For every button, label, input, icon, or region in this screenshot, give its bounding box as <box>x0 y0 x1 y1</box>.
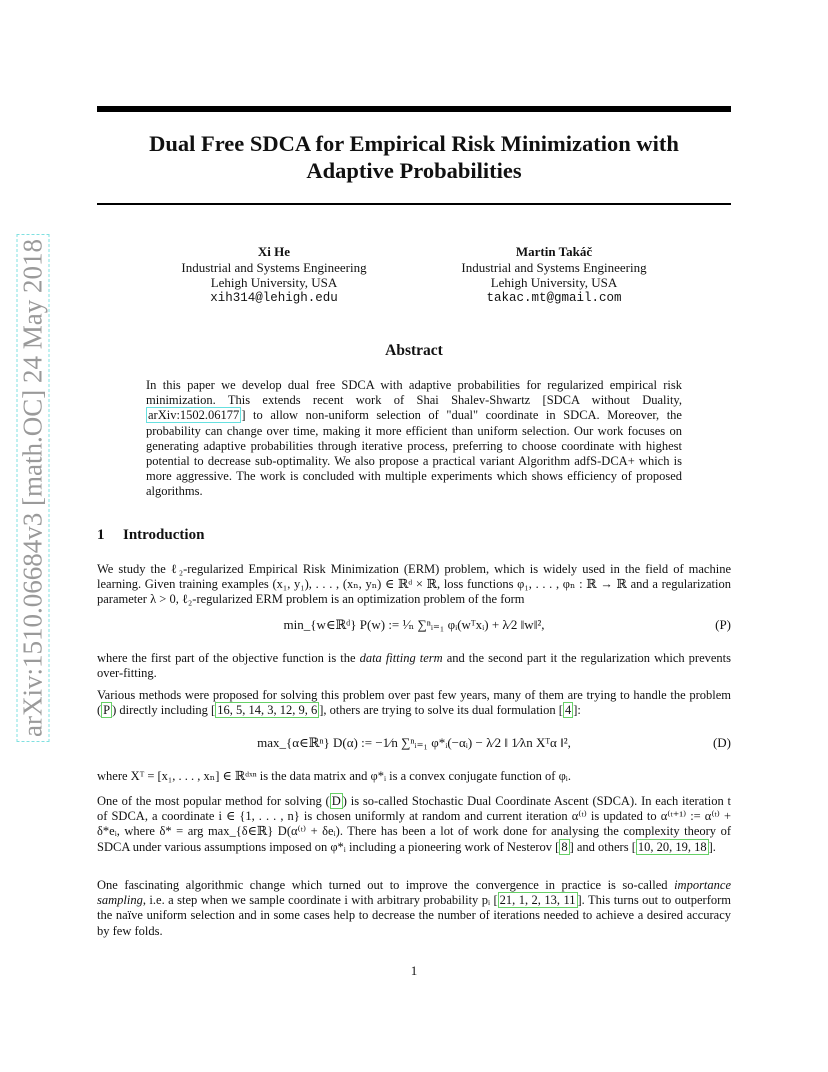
equation-ref-link[interactable]: D <box>331 794 341 808</box>
text-part: ]. This turns out to outperform the naïve uniform selection and in some cases help to decrease the number of iterations needed to achieve a desired accuracy by few folds. <box>97 893 731 938</box>
author-email[interactable]: xih314@lehigh.edu <box>210 290 338 305</box>
section-title: Introduction <box>123 527 205 543</box>
title-line-2: Adaptive Probabilities <box>306 158 522 183</box>
abstract-text <box>146 378 682 500</box>
author-univ: Lehigh University, USA <box>210 275 338 290</box>
intro-paragraph-1: We study the ℓ₂-regularized Empirical Risk Minimization (ERM) problem, which is widely used in the field of machine learning. Given training examples (x₁, y₁), . . . , (xₙ, yₙ) ∈ ℝᵈ × ℝ, loss functions φ₁, . . . , φₙ : ℝ → ℝ and a regularization parameter λ > 0, ℓ₂-regularized ERM problem is an optimization problem of the form <box>97 562 731 607</box>
abstract-heading: Abstract <box>385 342 443 359</box>
intro-paragraph-2 <box>97 651 731 681</box>
text-part: ]: <box>573 703 581 718</box>
equation-ref-link[interactable]: P <box>103 703 111 718</box>
text-part: One of the most popular method for solving ( <box>97 794 330 808</box>
author-name: Xi He <box>257 244 291 259</box>
author-email[interactable]: takac.mt@gmail.com <box>486 290 622 305</box>
intro-paragraph-3 <box>97 688 731 718</box>
abstract-part: In this paper we develop dual free SDCA with adaptive probabilities for regularized empirical risk minimization. This extends recent work of Shai Shalev-Shwartz [SDCA without Duality, <box>146 378 682 408</box>
author-name: Martin Takáč <box>515 244 593 259</box>
equation-tag: (P) <box>715 617 731 632</box>
intro-paragraph-4: where Xᵀ = [x₁, . . . , xₙ] ∈ ℝᵈˣⁿ is the data matrix and φ*ᵢ is a convex conjugate function of φᵢ. <box>97 769 571 783</box>
citation-link[interactable]: 4 <box>564 703 572 718</box>
citation-link[interactable]: 10, 20, 19, 18 <box>637 839 707 854</box>
page-number: 1 <box>410 963 418 978</box>
arxiv-id[interactable]: arXiv:1510.06684v3 [math.OC] 24 May 2018 <box>17 234 50 742</box>
equation-body: min_{w∈ℝᵈ} P(w) := ¹⁄ₙ ∑ⁿᵢ₌₁ φᵢ(wᵀxᵢ) + λ⁄2 ‖w‖², <box>283 617 545 632</box>
citation-link[interactable]: 8 <box>561 839 568 854</box>
equation-tag: (D) <box>712 735 731 750</box>
author-dept: Industrial and Systems Engineering <box>181 259 367 275</box>
text-part: ]. <box>708 839 716 854</box>
text-part: ], others are trying to solve its dual formulation [ <box>319 703 563 718</box>
citation-link[interactable]: 16, 5, 14, 3, 12, 9, 6 <box>217 703 318 718</box>
text-part: ) directly including [ <box>112 703 216 718</box>
text-part: where the first part of the objective function is the <box>97 651 360 665</box>
arxiv-stamp <box>18 228 48 748</box>
paper-title <box>97 130 731 184</box>
author-univ: Lehigh University, USA <box>490 275 618 290</box>
text-part: ) is so-called Stochastic Dual Coordinate Ascent (SDCA). In each iteration t of SDCA, a coordinate i ∈ {1, . . . , n} is chosen uniformly at random and current iteration α⁽ᵗ⁾ is updated to α⁽ᵗ⁺¹⁾ := α⁽ᵗ⁾ + δ*eᵢ, where δ* = arg max_{δ∈ℝ} D(α⁽ᵗ⁾ + δeᵢ). There has been a lot of work done for analysing the complexity theory of SDCA under various assumptions imposed on φ*ᵢ including a pioneering work of Nesterov [ <box>97 794 731 854</box>
title-rule-top <box>97 106 731 112</box>
author-block <box>159 244 389 306</box>
equation-body: max_{α∈ℝⁿ} D(α) := −1⁄n ∑ⁿᵢ₌₁ φ*ᵢ(−αᵢ) − λ⁄2 ‖ 1⁄λn Xᵀα ‖², <box>257 735 571 750</box>
text-part: and the second part it the regularization which prevents over-fitting. <box>97 651 732 681</box>
emphasis: data fitting term <box>359 651 443 665</box>
intro-paragraph-6 <box>97 878 731 939</box>
arxiv-link[interactable]: arXiv:1502.06177 <box>148 408 240 423</box>
text-part: One fascinating algorithmic change which turned out to improve the convergence in practice is so-called <box>97 878 675 892</box>
intro-paragraph-5 <box>97 794 731 855</box>
text-part: , i.e. a step when we sample coordinate i with arbitrary probability pᵢ [ <box>142 893 498 908</box>
author-block <box>439 244 669 306</box>
title-line-1: Dual Free SDCA for Empirical Risk Minimization with <box>149 131 679 156</box>
emphasis: importance sampling <box>97 878 731 908</box>
text-part: Various methods were proposed for solving this problem over past few years, many of them are trying to handle the problem ( <box>97 688 731 718</box>
title-rule-bottom <box>97 203 731 205</box>
text-part: ] and others [ <box>569 839 636 854</box>
abstract-part: ] to allow non-uniform selection of "dual" coordinate in SDCA. Moreover, the probability can change over time, making it more efficient than uniform selection. Our work focuses on generating adaptive probabilities through iterative process, preferring to choose coordinate with highest potential to decrease sub-optimality. We also propose a practical variant Algorithm adfS-DCA+ which is more aggressive. The work is concluded with multiple experiments which shows efficiency of proposed algorithms. <box>146 408 682 499</box>
section-heading <box>97 527 204 544</box>
citation-link[interactable]: 21, 1, 2, 13, 11 <box>499 893 576 908</box>
author-dept: Industrial and Systems Engineering <box>461 259 647 275</box>
section-number: 1 <box>97 527 105 543</box>
